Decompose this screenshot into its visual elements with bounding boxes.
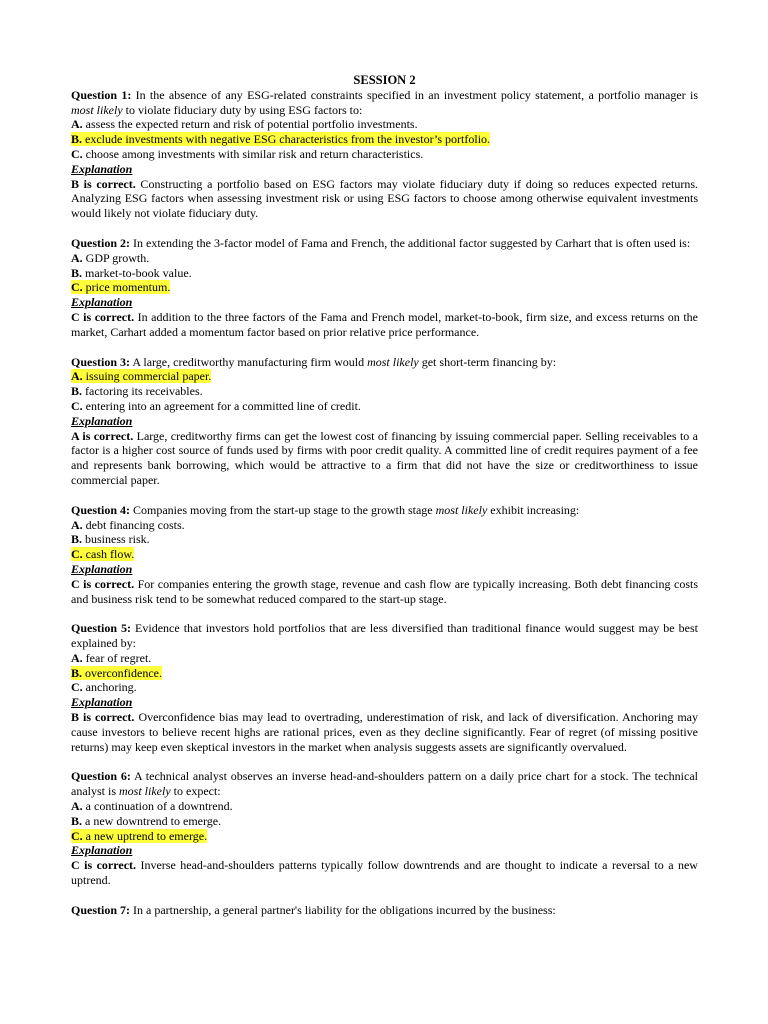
explanation-text: B is correct. Constructing a portfolio based on ESG factors may violate fiduciary duty if doing so reduces expected returns. Analyzing ESG factors when assessing investment risk or using ESG factors to choose among otherwise equivalent investments would likely not violate fiduciary duty. bbox=[71, 176, 699, 221]
session-title: SESSION 2 bbox=[353, 73, 416, 87]
explanation-text: A is correct. Large, creditworthy firms can get the lowest cost of financing by issuing commercial paper. Selling receivables to a factor is a higher cost source of funds used by firms with poor credit quality. A committed line of credit requires payment of a fee and represents bank borrowing, which would be attractive to a firm that did not have the size or creditworthiness to issue commercial paper. bbox=[71, 428, 698, 487]
explanation-heading: Explanation bbox=[71, 161, 133, 176]
option-a bbox=[71, 369, 698, 384]
question-label: Question 4: bbox=[71, 502, 131, 517]
question-block bbox=[71, 88, 698, 221]
explanation-text: C is correct. Inverse head-and-shoulders patterns typically follow downtrends and are thought to indicate a reversal to a new uptrend. bbox=[71, 858, 698, 888]
explanation-heading: Explanation bbox=[71, 295, 133, 310]
question-block bbox=[71, 355, 698, 488]
option-a: A. debt financing costs. bbox=[71, 517, 185, 532]
explanation-heading: Explanation bbox=[71, 561, 133, 576]
question-label: Question 1: bbox=[71, 87, 132, 102]
option-b: B. a new downtrend to emerge. bbox=[71, 813, 222, 828]
option-a: A. a continuation of a downtrend. bbox=[71, 799, 233, 814]
question-block bbox=[71, 769, 698, 887]
explanation-text: B is correct. Overconfidence bias may lead to overtrading, underestimation of risk, and lack of diversification. Anchoring may cause investors to believe recent highs are rational prices, even as they decline significantly. Fear of regret (of missing positive returns) may keep even skeptical investors in the market when analysis suggests assets are significantly overvalued. bbox=[71, 710, 699, 754]
option-c bbox=[71, 547, 698, 562]
explanation-heading: Explanation bbox=[71, 695, 133, 710]
question-stem: Question 3: A large, creditworthy manufacturing firm would most likely get short-term financing by: bbox=[71, 354, 557, 369]
option-a: A. GDP growth. bbox=[71, 250, 150, 265]
explanation-heading: Explanation bbox=[71, 843, 133, 858]
correct-answer-highlight: C. price momentum. bbox=[71, 280, 171, 295]
question-label: Question 5: bbox=[71, 621, 132, 636]
question-stem: Question 1: In the absence of any ESG-related constraints specified in an investment policy statement, a portfolio manager is most likely to violate fiduciary duty by using ESG factors to: bbox=[71, 87, 698, 117]
question-block bbox=[71, 621, 698, 754]
question-stem: Question 7: In a partnership, a general partner's liability for the obligations incurred by the business: bbox=[71, 902, 556, 917]
question-stem: Question 4: Companies moving from the start-up stage to the growth stage most likely exhibit increasing: bbox=[71, 502, 580, 517]
correct-answer-highlight: B. exclude investments with negative ESG characteristics from the investor’s portfolio. bbox=[71, 132, 491, 147]
explanation-heading: Explanation bbox=[71, 413, 133, 428]
question-label: Question 6: bbox=[71, 769, 131, 784]
question-block bbox=[71, 503, 698, 607]
correct-answer-highlight: B. overconfidence. bbox=[71, 665, 162, 680]
question-stem: Question 2: In extending the 3-factor model of Fama and French, the additional factor suggested by Carhart that is often used is: bbox=[71, 235, 691, 250]
option-b bbox=[71, 666, 698, 681]
question-label: Question 7: bbox=[71, 902, 131, 917]
option-c: C. entering into an agreement for a committed line of credit. bbox=[71, 398, 361, 413]
correct-answer-highlight: C. cash flow. bbox=[71, 547, 135, 562]
option-c bbox=[71, 829, 698, 844]
question-label: Question 3: bbox=[71, 354, 131, 369]
option-c: C. choose among investments with similar risk and return characteristics. bbox=[71, 146, 424, 161]
question-block bbox=[71, 903, 698, 918]
question-stem: Question 5: Evidence that investors hold portfolios that are less diversified than traditional finance would suggest may be best explained by: bbox=[71, 621, 698, 651]
correct-answer-highlight: C. a new uptrend to emerge. bbox=[71, 828, 208, 843]
explanation-text: C is correct. In addition to the three factors of the Fama and French model, market-to-book, firm size, and excess returns on the market, Carhart added a momentum factor based on prior relative price performance. bbox=[71, 309, 698, 339]
option-a: A. assess the expected return and risk of potential portfolio investments. bbox=[71, 117, 418, 132]
question-label: Question 2: bbox=[71, 235, 131, 250]
question-stem: Question 6: A technical analyst observes an inverse head-and-shoulders pattern on a daily price chart for a stock. The technical analyst is most likely to expect: bbox=[71, 769, 698, 799]
explanation-text: C is correct. For companies entering the growth stage, revenue and cash flow are typically increasing. Both debt financing costs and business risk tend to be somewhat reduced compared to the start-up stage. bbox=[71, 576, 698, 606]
option-b: B. business risk. bbox=[71, 532, 150, 547]
correct-answer-highlight: A. issuing commercial paper. bbox=[71, 369, 212, 384]
document-page bbox=[71, 73, 698, 918]
option-c bbox=[71, 280, 698, 295]
option-a: A. fear of regret. bbox=[71, 650, 152, 665]
option-b: B. market-to-book value. bbox=[71, 265, 192, 280]
option-b: B. factoring its receivables. bbox=[71, 384, 203, 399]
question-block bbox=[71, 236, 698, 340]
option-b bbox=[71, 132, 698, 147]
option-c: C. anchoring. bbox=[71, 680, 137, 695]
